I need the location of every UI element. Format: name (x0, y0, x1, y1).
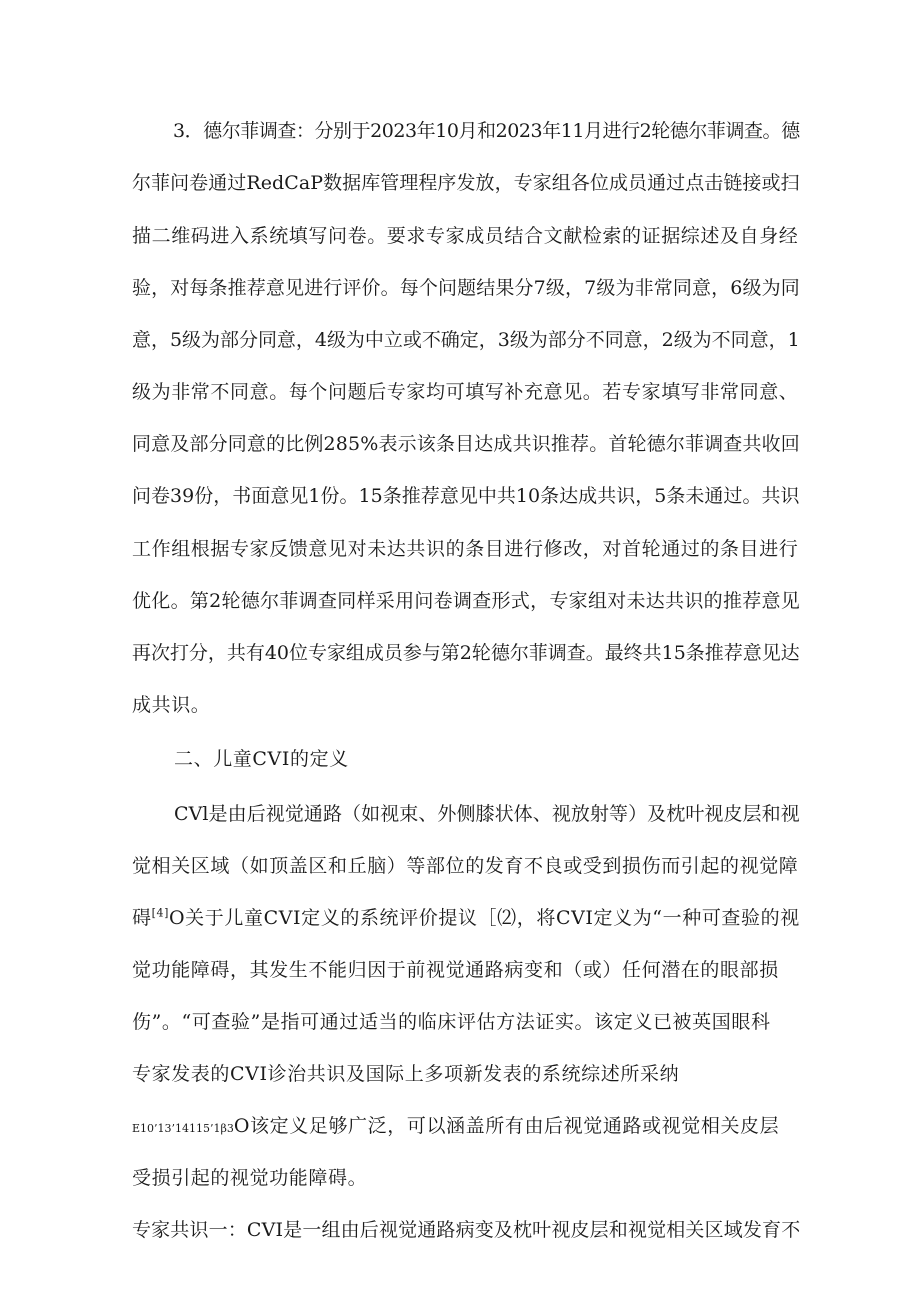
text-line: 工作组根据专家反馈意见对未达共识的条目进行修改，对首轮通过的条目进行 (132, 538, 799, 560)
text-line: 受损引起的视觉功能障碍。 (132, 1167, 368, 1189)
text-line: 问卷39份，书面意见1份。15条推荐意见中共10条达成共识，5条未通过。共识 (132, 485, 800, 507)
text-line: 成共识。 (132, 694, 211, 716)
consensus-statement: 专家共识一：CVI是一组由后视觉通路病变及枕叶视皮层和视觉相关区域发育不 (132, 1219, 801, 1241)
text-line: 觉功能障碍，其发生不能归因于前视觉通路病变和（或）任何潜在的眼部损 (132, 959, 779, 981)
text-line (132, 1114, 779, 1141)
text-line: 同意及部分同意的比例285%表示该条目达成共识推荐。首轮德尔菲调查共收回 (132, 433, 800, 455)
text-line: 级为非常不同意。每个问题后专家均可填写补充意见。若专家填写非常同意、 (132, 381, 799, 403)
text-line: 伤”。“可查验”是指可通过适当的临床评估方法证实。该定义已被英国眼科 (132, 1011, 771, 1033)
text-line: 描二维码进入系统填写问卷。要求专家成员结合文献检索的证据综述及自身经 (132, 225, 799, 247)
citation-superscript: [4] (151, 906, 169, 920)
text-line: 再次打分，共有40位专家组成员参与第2轮德尔菲调查。最终共15条推荐意见达 (132, 642, 800, 664)
text-line: 验，对每条推荐意见进行评价。每个问题结果分7级，7级为非常同意，6级为同 (132, 277, 800, 299)
text-segment: 碍 (132, 907, 152, 929)
citation-cluster: E10’13’14115’1β3 (132, 1122, 234, 1135)
text-line: 觉相关区域（如顶盖区和丘脑）等部位的发育不良或受到损伤而引起的视觉障 (132, 855, 799, 877)
text-line: 优化。第2轮德尔菲调查同样采用问卷调查形式，专家组对未达共识的推荐意见 (132, 590, 801, 612)
text-segment: O关于儿童CVI定义的系统评价提议［⑵，将CVI定义为“一种可查验的视 (169, 907, 800, 929)
text-line: CVl是由后视觉通路（如视束、外侧膝状体、视放射等）及枕叶视皮层和视 (174, 803, 800, 825)
section-heading: 二、儿童CVI的定义 (174, 748, 349, 770)
text-segment: O该定义足够广泛，可以涵盖所有由后视觉通路或视觉相关皮层 (233, 1115, 780, 1137)
text-line: 意，5级为部分同意，4级为中立或不确定，3级为部分不同意，2级为不同意，1 (132, 329, 800, 351)
text-line: 专家发表的CVI诊治共识及国际上多项新发表的系统综述所采纳 (132, 1063, 680, 1085)
text-line: 尔菲问卷通过RedCaP数据库管理程序发放，专家组各位成员通过点击链接或扫 (132, 172, 800, 194)
text-line: 3．德尔菲调查：分别于2023年10月和2023年11月进行2轮德尔菲调查。德 (173, 120, 800, 142)
text-line (132, 906, 800, 930)
